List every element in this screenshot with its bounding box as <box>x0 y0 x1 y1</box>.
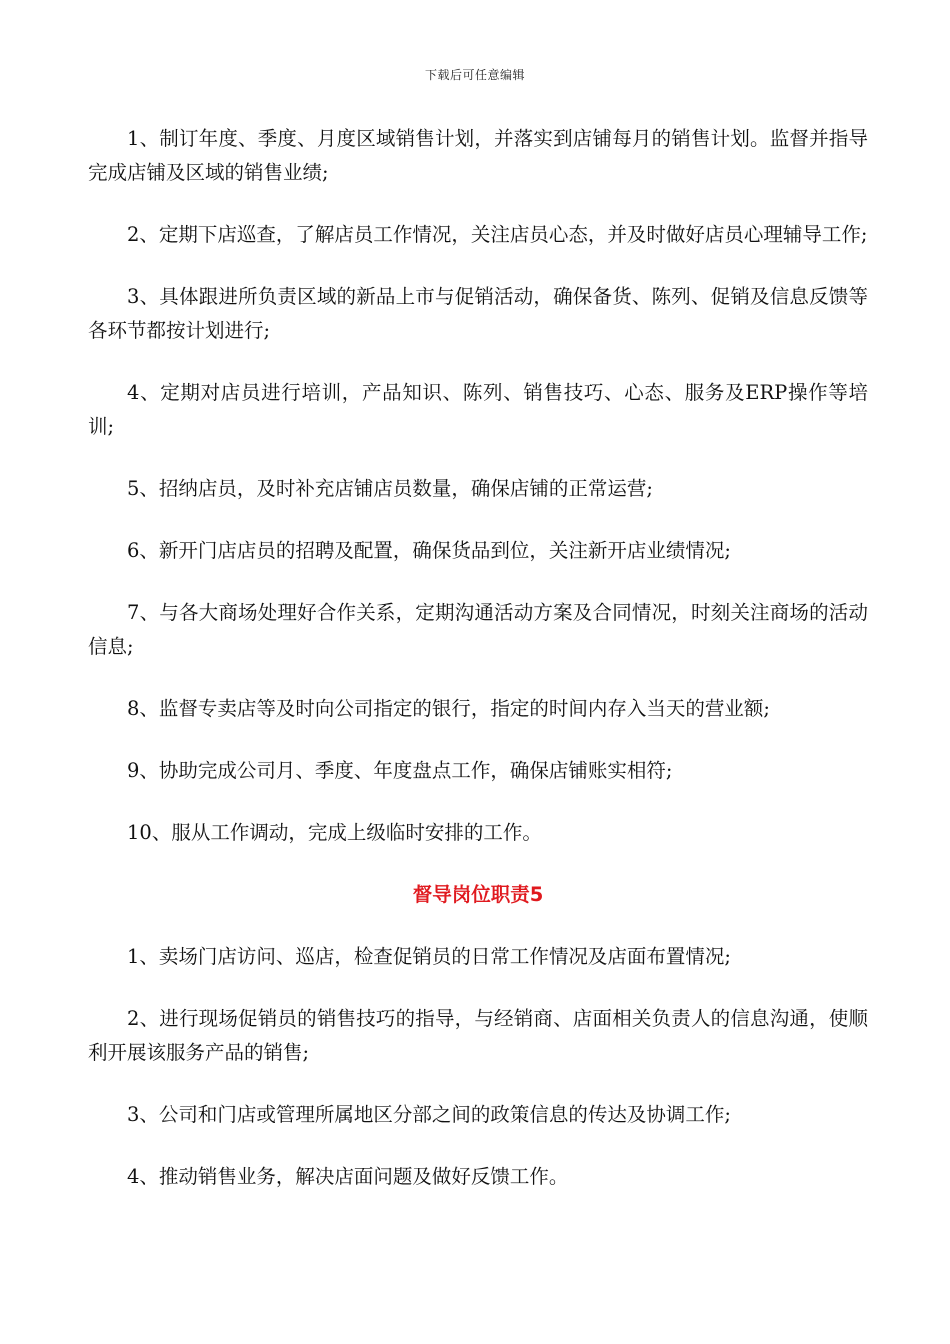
duty-item-6: 6、新开门店店员的招聘及配置，确保货品到位，关注新开店业绩情况; <box>127 539 731 562</box>
duty-item-10: 10、服从工作调动，完成上级临时安排的工作。 <box>127 821 542 844</box>
section-heading: 督导岗位职责5 <box>412 883 544 906</box>
duty-item-2: 2、定期下店巡查，了解店员工作情况，关注店员心态，并及时做好店员心理辅导工作; <box>127 223 868 246</box>
section2-item-3: 3、公司和门店或管理所属地区分部之间的政策信息的传达及协调工作; <box>127 1103 731 1126</box>
duty-item-8: 8、监督专卖店等及时向公司指定的银行，指定的时间内存入当天的营业额; <box>127 697 770 720</box>
duty-item-4: 4、定期对店员进行培训，产品知识、陈列、销售技巧、心态、服务及ERP操作等培训; <box>88 381 868 438</box>
document-body <box>88 122 868 1222</box>
section2-item-2: 2、进行现场促销员的销售技巧的指导，与经销商、店面相关负责人的信息沟通，使顺利开展该服务产品的销售; <box>88 1007 868 1064</box>
page-header: 下载后可任意编辑 <box>424 68 525 82</box>
duty-item-7: 7、与各大商场处理好合作关系，定期沟通活动方案及合同情况，时刻关注商场的活动信息; <box>88 601 868 658</box>
duty-item-9: 9、协助完成公司月、季度、年度盘点工作，确保店铺账实相符; <box>127 759 673 782</box>
section2-item-1: 1、卖场门店访问、巡店，检查促销员的日常工作情况及店面布置情况; <box>127 945 731 968</box>
section2-item-4: 4、推动销售业务，解决店面问题及做好反馈工作。 <box>127 1165 569 1188</box>
duty-item-3: 3、具体跟进所负责区域的新品上市与促销活动，确保备货、陈列、促销及信息反馈等各环节都按计划进行; <box>88 285 868 342</box>
duty-item-5: 5、招纳店员，及时补充店铺店员数量，确保店铺的正常运营; <box>127 477 653 500</box>
duty-item-1: 1、制订年度、季度、月度区域销售计划，并落实到店铺每月的销售计划。监督并指导完成店铺及区域的销售业绩; <box>88 127 868 184</box>
